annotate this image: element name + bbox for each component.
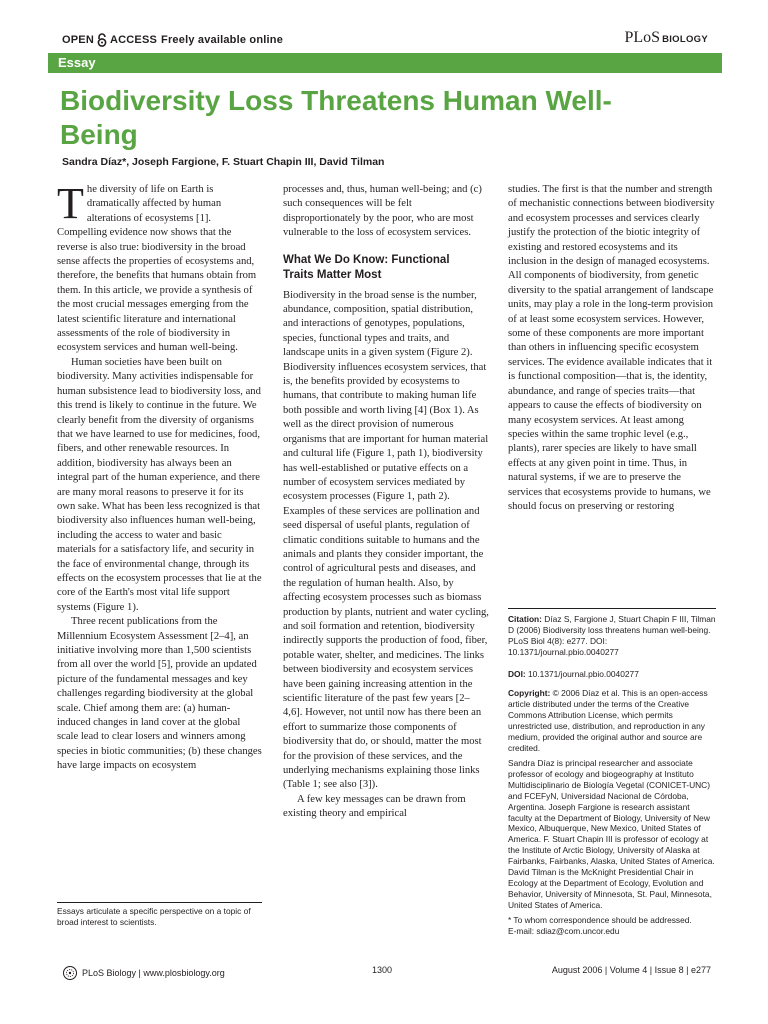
doi-block (508, 669, 716, 680)
note-divider (57, 902, 262, 903)
page-number: 1300 (372, 965, 393, 975)
journal-subname: BIOLOGY (662, 34, 708, 45)
doi-link[interactable]: 10.1371/journal.pbio.0040277 (528, 669, 639, 679)
paragraph: Three recent publications from the Millennium Ecosystem Assessment [2–4], an initiative involving more than 1,500 scientists from all over the world [5], provide an updated picture of the fundamental messages and key challenges regarding biodiversity at the global scale. Chief among them are: (a) human-induced changes in land cover at the global scale lead to clear losers and winners among species in biotic communities; (b) these changes have large impacts on ecosystem (57, 616, 262, 772)
access-label: ACCESS (109, 34, 158, 46)
body-column-3 (508, 183, 716, 514)
open-label: OPEN (62, 34, 94, 46)
citation-label: Citation: (508, 614, 542, 624)
section-bar (48, 53, 722, 73)
section-label: Essay (58, 55, 96, 70)
citation-text: Díaz S, Fargione J, Stuart Chapin F III, Tilman D (2006) Biodiversity loss threatens human well-being. PLoS Biol 4(8): e277. DOI: 10.1371/journal.pbio.0040277 (508, 614, 716, 657)
article-title: Biodiversity Loss Threatens Human Well-Being (60, 85, 612, 150)
author-bio (508, 758, 716, 911)
bio-text: Sandra Díaz is principal researcher and associate professor of ecology and biogeography at Instituto Multidisciplinario de Biología Vegetal (CONICET-UNC) and FCEFyN, Universidad Nacional de Córdoba, Argentina. Joseph Fargione is research assistant faculty at the Department of Biology, University of New Mexico, Albuquerque, New Mexico, United States of America. F. Stuart Chapin III is professor of ecology at the Institute of Arctic Biology, University of Alaska at Fairbanks, Fairbanks, Alaska, United States of America. David Tilman is the McKnight Presidential Chair in Ecology at the Department of Ecology, Evolution and Behavior, University of Minnesota, St. Paul, Minnesota, United States of America. (508, 758, 715, 910)
correspondence-text: * To whom correspondence should be addressed. (508, 915, 692, 925)
footer-journal-link[interactable]: PLoS Biology | www.plosbiology.org (82, 968, 225, 978)
copyright-block (508, 688, 716, 753)
issue-info: August 2006 | Volume 4 | Issue 8 | e277 (551, 965, 711, 975)
plos-logo-icon (62, 965, 78, 981)
correspondence-block (508, 915, 716, 937)
paragraph (57, 179, 262, 356)
body-column-1 (57, 179, 262, 774)
paragraph-rest: Compelling evidence now shows that the reverse is also true: biodiversity in the broad sense affects the properties of ecosystems and, therefore, the benefits that humans obtain from them. In this article, we provide a synthesis of the most crucial messages emerging from the latest scientific literature and international assessments of the role of biodiversity in ecosystem services and human well-being. (57, 227, 257, 354)
third-line: alterations of ecosystems [1]. (86, 212, 212, 224)
paragraph: Human societies have been built on biodiversity. Many activities indispensable for human subsistence lead to biodiversity loss, and this trend is likely to continue in the future. We clearly benefit from the diversity of organisms that we have learned to use for medicines, food, fibers, and other renewable resources. In addition, biodiversity has always been an integral part of the human experience, and there are many moral reasons to preserve it for its own sake. What has been less recognized is that biodiversity also influences human well-being, including the access to water and basic materials for a satisfactory life, and security in the face of environmental change, through its effects on the ecosystem processes that lie at the core of the Earth's most vital life support systems (Figure 1). (57, 356, 262, 613)
email-link[interactable]: E-mail: sdiaz@com.uncor.edu (508, 925, 620, 936)
paragraph: A few key messages can be drawn from existing theory and empirical (283, 793, 466, 820)
drop-cap: T (57, 179, 84, 228)
freely-available-label: Freely available online (161, 34, 284, 46)
open-access-label (62, 33, 283, 47)
second-line: dramatically affected by human (86, 198, 222, 210)
copyright-text: © 2006 Díaz et al. This is an open-access article distributed under the terms of the Creative Commons Attribution License, which permits unrestricted use, distribution, and reproduction in any medium, provided the original author and source are credited. (508, 688, 708, 753)
footer-left (62, 965, 225, 981)
copyright-label: Copyright: (508, 688, 551, 698)
doi-label: DOI: (508, 669, 526, 679)
journal-brand (625, 29, 709, 47)
paragraph: processes and, thus, human well-being; and (c) such consequences will be felt disproportionately by the poor, who are most vulnerable to the loss of ecosystem services. (283, 184, 482, 239)
body-column-2 (283, 183, 489, 822)
first-line: he diversity of life on Earth is (86, 184, 214, 195)
section-heading: What We Do Know: Functional Traits Matter Most (283, 253, 450, 281)
open-access-lock-icon (96, 33, 108, 47)
sidebar-divider (508, 608, 716, 609)
author-list: Sandra Díaz*, Joseph Fargione, F. Stuart Chapin III, David Tilman (62, 156, 385, 168)
essay-note: Essays articulate a specific perspective on a topic of broad interest to scientists. (57, 906, 251, 927)
paragraph: studies. The first is that the number and strength of mechanistic connections between biodiversity and ecosystem processes and services clearly justify the protection of the biotic integrity of existing and restored ecosystems and its inclusion in the design of managed ecosystems. All components of biodiversity, from genetic diversity to the spatial arrangement of landscape units, may play a role in the long-term provision of at least some ecosystem services. However, some of these components are more important than others in influencing specific ecosystem services. The evidence available indicates that it is functional composition—that is, the identity, abundance, and range of species traits—that appears to cause the effects of biodiversity on many ecosystem services. At least among species within the same trophic level (e.g., plants), rarer species are likely to have small effects at any given point in time. Thus, in natural systems, if we are to preserve the services that ecosystems provide to humans, we should focus on preserving or restoring (508, 184, 715, 512)
citation-block (508, 614, 716, 658)
journal-name: PLoS (624, 29, 661, 46)
paragraph: Biodiversity in the broad sense is the number, abundance, composition, spatial distribution, and interactions of genotypes, populations, species, functional types and traits, and landscape units in a given system (Figure 2). Biodiversity influences ecosystem services, that is, the benefits provided by ecosystems to humans, that contribute to making human life both possible and worth living [4] (Box 1). As well as the direct provision of numerous organisms that are important for human material and cultural life (Figure 1, path 1), biodiversity has well-established or putative effects on a number of ecosystem services mediated by ecosystem processes (Figure 1, path 2). Examples of these services are pollination and seed dispersal of useful plants, regulation of climatic conditions suitable to humans and the animals and plants they consider important, the control of agricultural pests and diseases, and the regulation of human health. Also, by affecting ecosystem processes such as biomass production by plants, nutrient and water cycling, and soil formation and retention, biodiversity indirectly supports the production of food, fiber, potable water, shelter, and medicines. The links between biodiversity and ecosystem services have been gaining increasing attention in the scientific literature of the past few years [2–4,6]. However, not until now has there been an effort to summarize those components of biodiversity that do, or should, matter the most for the provision of these services, and the underlying mechanisms explaining those links (Table 1; see also [3]). (283, 289, 489, 791)
